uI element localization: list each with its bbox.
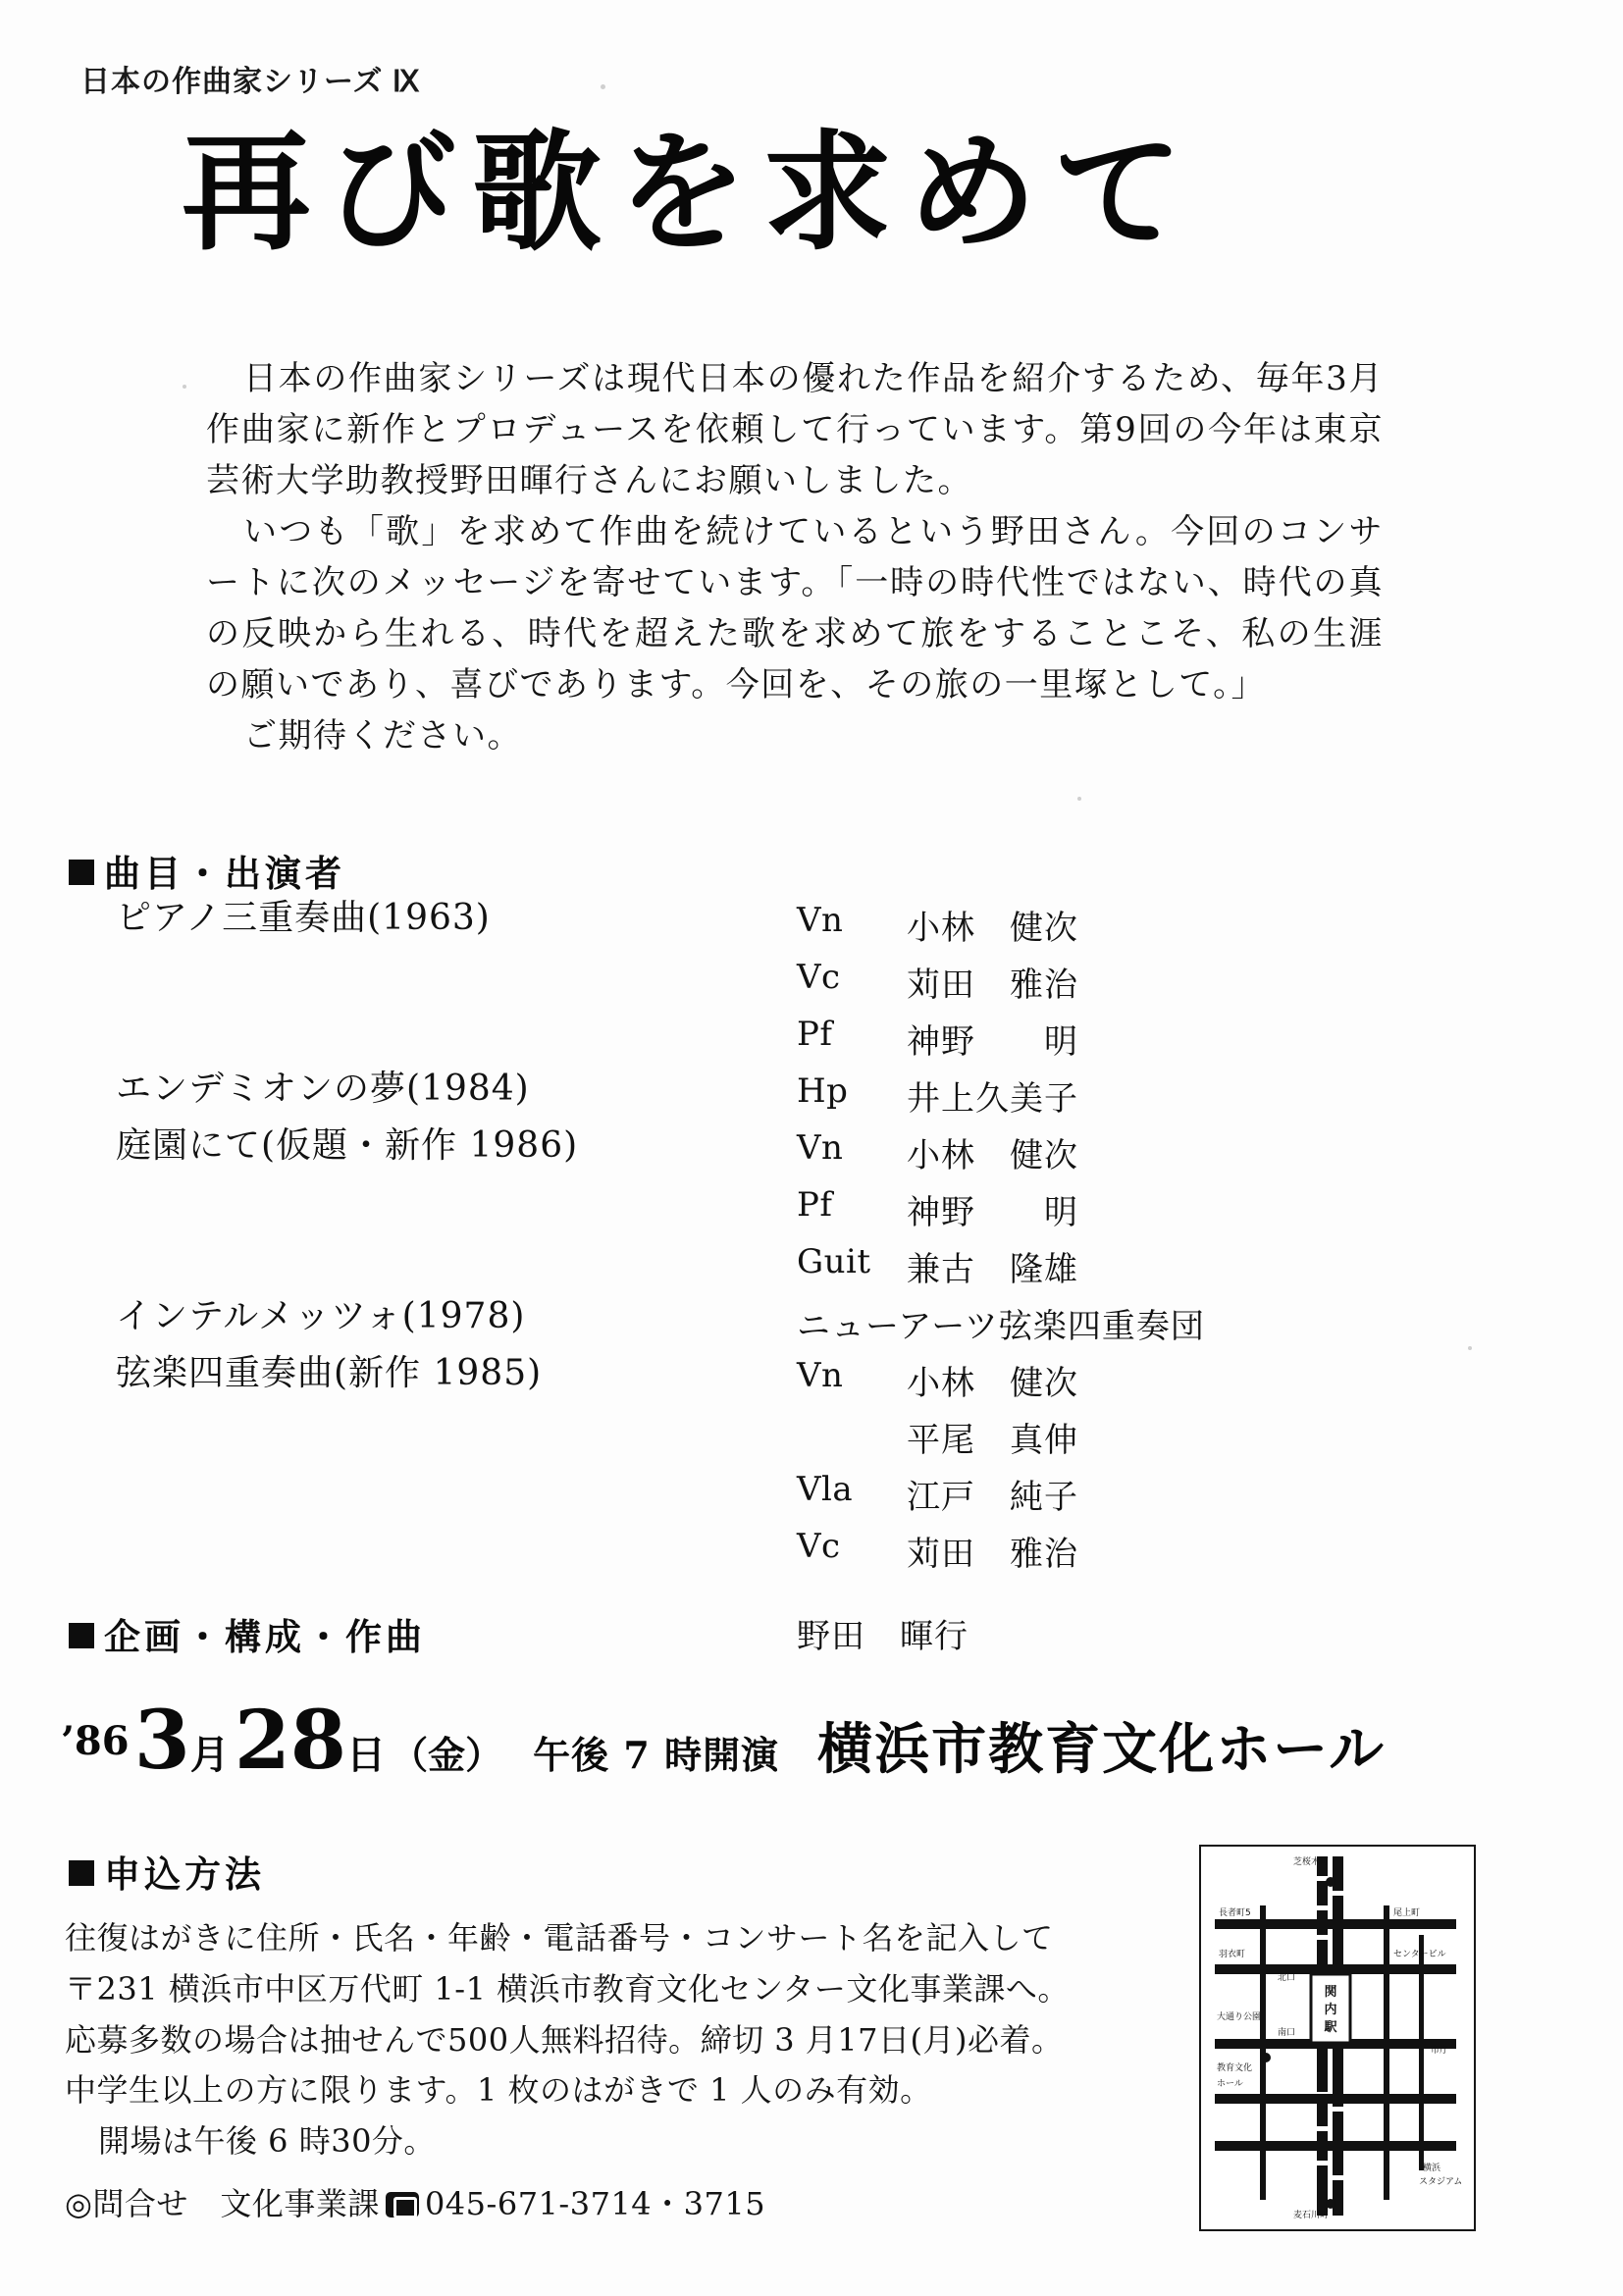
svg-text:スタジアム: スタジアム — [1419, 2177, 1463, 2187]
performer-role: Vla — [797, 1470, 854, 1509]
apply-line: 中学生以上の方に限ります。1 枚のはがきで 1 人のみ有効。 — [65, 2071, 932, 2110]
program-item — [116, 1015, 744, 1071]
program-item: エンデミオンの夢(1984) — [116, 1069, 530, 1109]
performer-list — [797, 901, 1405, 1584]
apply-line: 〒231 横浜市中区万代町 1-1 横浜市教育文化センター文化事業課へ。 — [65, 1969, 1070, 2008]
apply-line: 往復はがきに住所・氏名・年齢・電話番号・コンサート名を記入して — [65, 1919, 1054, 1957]
scan-speck — [601, 84, 605, 89]
svg-text:関: 関 — [1324, 1985, 1337, 2000]
svg-text:横浜: 横浜 — [1423, 2164, 1441, 2173]
performer-name: 井上久美子 — [907, 1079, 1078, 1119]
svg-text:内: 内 — [1324, 2003, 1337, 2017]
performer-row — [797, 1356, 1405, 1413]
contact-mark-icon: ◎ — [65, 2185, 93, 2223]
intro-paragraph-1: 日本の作曲家シリーズは現代日本の優れた作品を紹介するため、毎年3月作曲家に新作とプロデュースを依頼して行っています。第9回の今年は東京芸術大学助教授野田暉行さんにお願いしました。 — [206, 359, 1384, 501]
ensemble-name: ニューアーツ弦楽四重奏団 — [797, 1307, 1205, 1346]
apply-heading-label: 申込方法 — [104, 1854, 265, 1895]
program-item: 庭園にて(仮題・新作 1986) — [116, 1125, 579, 1166]
bullet-square-icon — [69, 1623, 94, 1648]
contact-phone: 045-671-3714・3715 — [424, 2185, 766, 2223]
performer-role: Vc — [797, 958, 841, 997]
performer-row — [797, 1185, 1405, 1242]
performer-role: Vn — [797, 1356, 844, 1395]
performer-row — [797, 1071, 1405, 1128]
performer-name: 平尾 真伸 — [907, 1421, 1078, 1460]
performer-row — [797, 1470, 1405, 1527]
program-section-heading — [69, 844, 345, 897]
apply-instructions — [65, 1913, 1174, 2230]
performer-name: 神野 明 — [907, 1193, 1078, 1232]
year-label: ’86 — [61, 1718, 130, 1764]
svg-text:市庁: 市庁 — [1431, 2046, 1449, 2056]
date-venue-line — [61, 1694, 1572, 1788]
svg-text:長者町5: 長者町5 — [1219, 1908, 1251, 1918]
location-map — [1199, 1845, 1476, 2231]
svg-text:麦石川町: 麦石川町 — [1292, 2211, 1330, 2220]
program-item: 弦楽四重奏曲(新作 1985) — [116, 1353, 543, 1393]
performer-role: Vc — [797, 1527, 841, 1566]
weekday-label: （金） — [391, 1733, 503, 1777]
bullet-square-icon — [69, 1860, 94, 1886]
program-list — [116, 898, 744, 1413]
performer-role: Guit — [797, 1242, 871, 1281]
performer-row — [797, 1128, 1405, 1185]
performer-row — [797, 1242, 1405, 1299]
svg-text:教育文化: 教育文化 — [1217, 2063, 1253, 2073]
performer-name: 小林 健次 — [907, 1136, 1078, 1175]
program-item — [116, 1242, 744, 1299]
month-number: 3 — [133, 1694, 190, 1788]
program-heading-label: 曲目・出演者 — [104, 854, 345, 894]
bullet-square-icon — [69, 860, 94, 885]
svg-text:センタービル: センタービル — [1393, 1950, 1446, 1959]
performer-role: Pf — [797, 1015, 833, 1054]
svg-text:芝桜木町: 芝桜木町 — [1292, 1857, 1330, 1867]
performer-role: Pf — [797, 1185, 833, 1225]
intro-paragraph-2: いつも「歌」を求めて作曲を続けているという野田さん。今回のコンサートに次のメッセージを寄せています。「一時の時代性ではない、時代の真の反映から生れる、時代を超えた歌を求めて旅をすることこそ、私の生涯の願いであり、喜びであります。今回を、その旅の一里塚として。」 — [206, 512, 1384, 705]
performer-row — [797, 1527, 1405, 1584]
program-item: インテルメッツォ(1978) — [116, 1296, 526, 1336]
scan-speck — [183, 385, 186, 389]
performer-role: Hp — [797, 1071, 849, 1111]
svg-text:駅: 駅 — [1324, 2020, 1337, 2035]
performer-ensemble-row — [797, 1299, 1405, 1356]
svg-text:ホール: ホール — [1217, 2079, 1243, 2089]
performer-name: 江戸 純子 — [907, 1478, 1078, 1517]
month-unit: 月 — [189, 1732, 230, 1778]
scan-speck — [1077, 797, 1081, 801]
apply-line: 開場は午後 6 時30分。 — [98, 2122, 436, 2161]
telephone-icon — [386, 2192, 419, 2218]
contact-line — [65, 2179, 1174, 2230]
performer-name: 兼古 隆雄 — [907, 1250, 1078, 1289]
svg-text:南口: 南口 — [1277, 2028, 1295, 2038]
intro-text — [206, 353, 1384, 761]
performer-role: Vn — [797, 1128, 844, 1168]
composer-name: 野田 暉行 — [797, 1617, 969, 1656]
scan-speck — [1468, 1346, 1472, 1350]
start-time-label: 午後 7 時開演 — [533, 1733, 780, 1777]
credits-section-heading — [69, 1607, 426, 1660]
performer-row — [797, 1015, 1405, 1071]
contact-label: 問合せ 文化事業課 — [92, 2185, 380, 2223]
svg-text:大通り公園: 大通り公園 — [1217, 2012, 1262, 2022]
performer-name: 苅田 雅治 — [907, 1535, 1078, 1574]
page-title: 再び歌を求めて — [182, 117, 1198, 269]
performer-row — [797, 958, 1405, 1015]
performer-name: 小林 健次 — [907, 909, 1078, 948]
venue-name: 横浜市教育文化ホール — [817, 1717, 1387, 1782]
performer-name: 小林 健次 — [907, 1364, 1078, 1403]
program-item — [116, 1185, 744, 1242]
map-graphic — [1201, 1847, 1470, 2225]
performer-row — [797, 1413, 1405, 1470]
performer-role: Vn — [797, 901, 844, 940]
day-number: 28 — [234, 1694, 346, 1788]
performer-name: 神野 明 — [907, 1022, 1078, 1062]
svg-text:北口: 北口 — [1277, 1973, 1295, 1983]
day-unit: 日 — [345, 1732, 386, 1778]
svg-text:羽衣町: 羽衣町 — [1219, 1950, 1246, 1959]
program-item — [116, 958, 744, 1015]
credits-heading-label: 企画・構成・作曲 — [104, 1617, 426, 1657]
svg-text:尾上町: 尾上町 — [1393, 1908, 1421, 1918]
series-label: 日本の作曲家シリーズ Ⅸ — [80, 66, 421, 98]
intro-paragraph-3: ご期待ください。 — [243, 716, 522, 757]
apply-section-heading — [69, 1845, 265, 1898]
performer-row — [797, 901, 1405, 958]
apply-line: 応募多数の場合は抽せんで500人無料招待。締切 3 月17日(月)必着。 — [65, 2020, 1064, 2059]
program-item: ピアノ三重奏曲(1963) — [116, 898, 491, 938]
performer-name: 苅田 雅治 — [907, 965, 1078, 1005]
